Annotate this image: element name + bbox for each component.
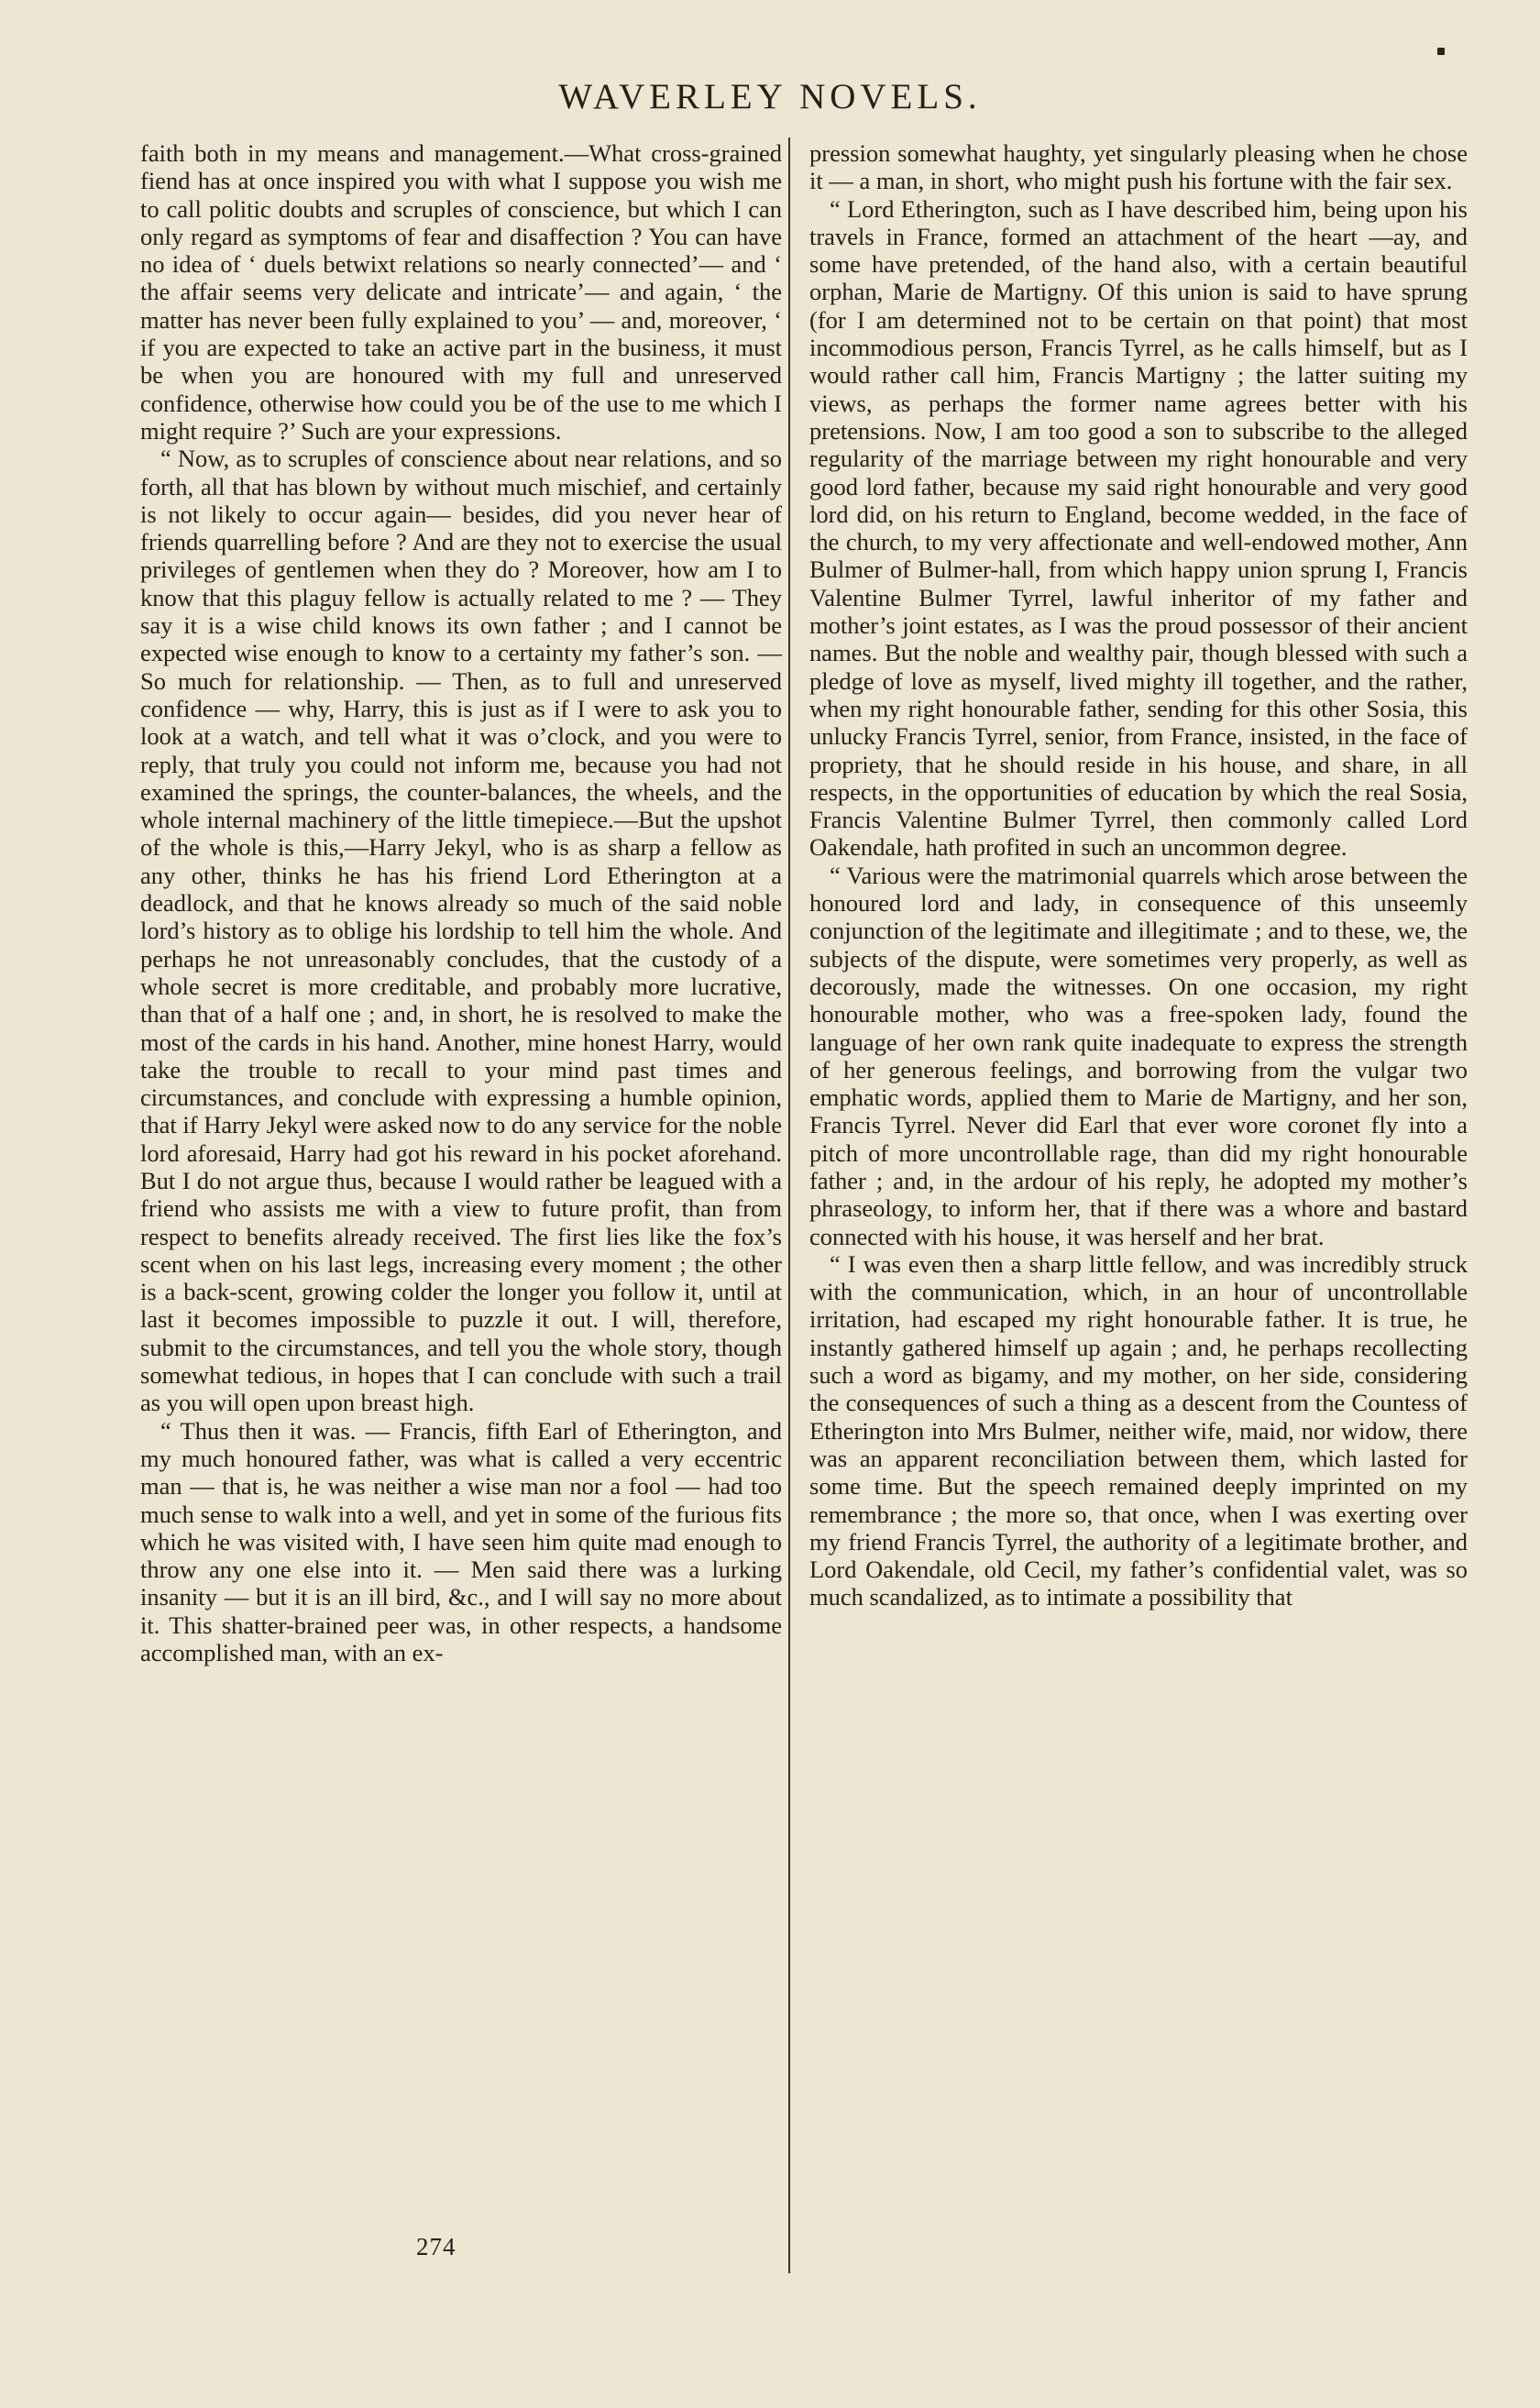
paragraph: pression somewhat haughty, yet singularly pleasing when he chose it — a man, in short, who might push his fortune with the fair sex. bbox=[809, 139, 1468, 195]
running-title: WAVERLEY NOVELS. bbox=[558, 77, 982, 116]
page-number: 274 bbox=[416, 2233, 456, 2260]
column-divider bbox=[788, 137, 790, 2273]
paragraph: faith both in my means and management.—What cross-grained fiend has at once inspired you with what I suppose you wish me to call politic doubts and scruples of conscience, but which I can only regard as symptoms of fear and disaffection ? You can have no idea of ‘ duels betwixt relations so nearly connected’— and ‘ the affair seems very delicate and intricate’— and again, ‘ the matter has never been fully explained to you’ — and, moreover, ‘ if you are expected to take an active part in the business, it must be when you are honoured with my full and unreserved confidence, otherwise how could you be of the use to me which I might require ?’ Such are your expressions. bbox=[140, 139, 782, 445]
left-column bbox=[140, 139, 782, 1666]
paragraph: “ Various were the matrimonial quarrels which arose between the honoured lord and lady, in consequence of this unseemly conjunction of the legitimate and illegitimate ; and to these, we, the subjects of the dispute, were sometimes very properly, as well as decorously, made the witnesses. On one occasion, my right honourable mother, who was a free-spoken lady, found the language of her own rank quite inadequate to express the strength of her generous feelings, and borrowing from the vulgar two emphatic words, applied them to Marie de Martigny, and her son, Francis Tyrrel. Never did Earl that ever wore coronet fly into a pitch of more uncontrollable rage, than did my right honourable father ; and, in the ardour of his reply, he adopted my mother’s phraseology, to inform her, that if there was a whore and bastard connected with his house, it was herself and her brat. bbox=[809, 861, 1468, 1250]
paragraph: “ Thus then it was. — Francis, fifth Earl of Etherington, and my much honoured father, was what is called a very eccentric man — that is, he was neither a wise man nor a fool — had too much sense to walk into a well, and yet in some of the furious fits which he was visited with, I have seen him quite mad enough to throw any one else into it. — Men said there was a lurking insanity — but it is an ill bird, &c., and I will say no more about it. This shatter-brained peer was, in other respects, a handsome accomplished man, with an ex- bbox=[140, 1416, 782, 1667]
print-mark bbox=[1437, 48, 1445, 55]
paragraph: “ Lord Etherington, such as I have described him, being upon his travels in France, formed an attachment of the heart —ay, and some have pretended, of the hand also, with a certain beautiful orphan, Marie de Martigny. Of this union is said to have sprung (for I am determined not to be certain on that point) that most incommodious person, Francis Tyrrel, as he calls himself, but as I would rather call him, Francis Martigny ; the latter suiting my views, as perhaps the former name agrees better with his pretensions. Now, I am too good a son to subscribe to the alleged regularity of the marriage between my right honourable and very good lord father, because my said right honourable and very good lord did, on his return to England, become wedded, in the face of the church, to my very affectionate and well-endowed mother, Ann Bulmer of Bulmer-hall, from which happy union sprung I, Francis Valentine Bulmer Tyrrel, lawful inheritor of my father and mother’s joint estates, as I was the proud possessor of their ancient names. But the noble and wealthy pair, though blessed with such a pledge of love as myself, lived mighty ill together, and the rather, when my right honourable father, sending for this other Sosia, this unlucky Francis Tyrrel, senior, from France, insisted, in the face of propriety, that he should reside in his house, and share, in all respects, in the opportunities of education by which the real Sosia, Francis Valentine Bulmer Tyrrel, then commonly called Lord Oakendale, hath profited in such an uncommon degree. bbox=[809, 194, 1468, 862]
right-column bbox=[809, 139, 1468, 1611]
paragraph: “ Now, as to scruples of conscience about near relations, and so forth, all that has blown by without much mischief, and certainly is not likely to occur again— besides, did you never hear of friends quarrelling before ? And are they not to exercise the usual privileges of gentlemen when they do ? Moreover, how am I to know that this plaguy fellow is actually related to me ? — They say it is a wise child knows its own father ; and I cannot be expected wise enough to know to a certainty my father’s son. — So much for relationship. — Then, as to full and unreserved confidence — why, Harry, this is just as if I were to ask you to look at a watch, and tell what it was o’clock, and you were to reply, that truly you could not inform me, because you had not examined the springs, the counter-balances, the wheels, and the whole internal machinery of the little timepiece.—But the upshot of the whole is this,—Harry Jekyl, who is as sharp a fellow as any other, thinks he has his friend Lord Etherington at a deadlock, and that he knows already so much of the said noble lord’s history as to oblige his lordship to tell him the whole. And perhaps he not unreasonably concludes, that the custody of a whole secret is more creditable, and probably more lucrative, than that of a half one ; and, in short, he is resolved to make the most of the cards in his hand. Another, mine honest Harry, would take the trouble to recall to your mind past times and circumstances, and conclude with expressing a humble opinion, that if Harry Jekyl were asked now to do any service for the noble lord aforesaid, Harry had got his reward in his pocket aforehand. But I do not argue thus, because I would rather be leagued with a friend who assists me with a view to future profit, than from respect to benefits already received. The first lies like the fox’s scent when on his last legs, increasing every moment ; the other is a back-scent, growing colder the longer you follow it, until at last it becomes impossible to puzzle it out. I will, therefore, submit to the circumstances, and tell you the whole story, though somewhat tedious, in hopes that I can conclude with such a trail as you will open upon breast high. bbox=[140, 445, 782, 1417]
paragraph: “ I was even then a sharp little fellow, and was incredibly struck with the communication, which, in an hour of uncontrollable irritation, had escaped my right honourable father. It is true, he instantly gathered himself up again ; and, he perhaps recollecting such a word as bigamy, and my mother, on her side, considering the consequences of such a thing as a descent from the Countess of Etherington into Mrs Bulmer, neither wife, maid, nor widow, there was an apparent reconciliation between them, which lasted for some time. But the speech remained deeply imprinted on my remembrance ; the more so, that once, when I was exerting over my friend Francis Tyrrel, the authority of a legitimate brother, and Lord Oakendale, old Cecil, my father’s confidential valet, was so much scandalized, as to intimate a possibility that bbox=[809, 1249, 1468, 1611]
